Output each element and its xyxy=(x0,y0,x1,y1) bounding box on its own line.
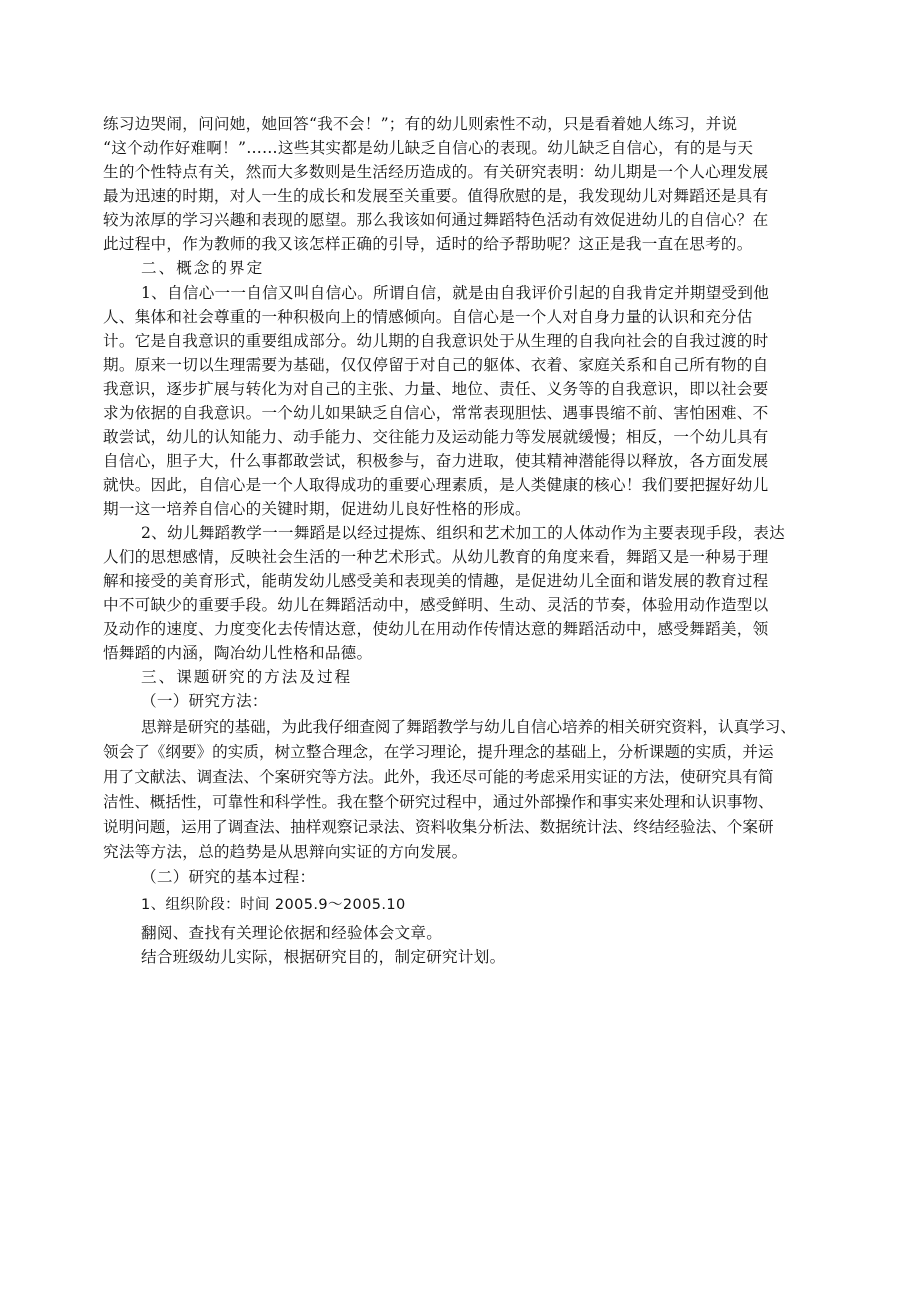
paragraph-line: 人们的思想感情，反映社会生活的一种艺术形式。从幼儿教育的角度来看，舞蹈又是一种易于理 xyxy=(103,548,769,566)
paragraph-line: 1、自信心一一自信又叫自信心。所谓自信，就是由自我评价引起的自我肯定并期望受到他 xyxy=(141,284,770,302)
paragraph-line: 2、幼儿舞蹈教学一一舞蹈是以经过提炼、组织和艺术加工的人体动作为主要表现手段，表达 xyxy=(141,524,785,542)
section-heading: 二、概念的界定 xyxy=(141,259,265,277)
paragraph-line: 期一这一培养自信心的关键时期，促进幼儿良好性格的形成。 xyxy=(103,500,531,518)
paragraph-line: 我意识，逐步扩展与转化为对自己的主张、力量、地位、责任、义务等的自我意识，即以社会要 xyxy=(103,380,769,398)
paragraph-line: 人、集体和社会尊重的一种积极向上的情感倾向。自信心是一个人对自身力量的认识和充分估 xyxy=(103,308,753,326)
paragraph-line: 此过程中，作为教师的我又该怎样正确的引导，适时的给予帮助呢？这正是我一直在思考的。 xyxy=(103,235,753,253)
subsection-heading: （一）研究方法： xyxy=(141,692,268,710)
paragraph-line: 究法等方法，总的趋势是从思辩向实证的方向发展。 xyxy=(103,843,468,861)
paragraph-line: 说明问题，运用了调查法、抽样观察记录法、资料收集分析法、数据统计法、终结经验法、个案研 xyxy=(103,818,774,836)
paragraph-line: 就快。因此，自信心是一个人取得成功的重要心理素质，是人类健康的核心！我们要把握好幼儿 xyxy=(103,476,769,494)
paragraph-line: 生的个性特点有关，然而大多数则是生活经历造成的。有关研究表明：幼儿期是一个人心理发展 xyxy=(103,163,769,181)
paragraph-line: 最为迅速的时期，对人一生的成长和发展至关重要。值得欣慰的是，我发现幼儿对舞蹈还是具有 xyxy=(103,187,769,205)
paragraph-line: 敢尝试，幼儿的认知能力、动手能力、交往能力及运动能力等发展就缓慢；相反，一个幼儿具有 xyxy=(103,428,769,446)
paragraph-line: 中不可缺少的重要手段。幼儿在舞蹈活动中，感受鲜明、生动、灵活的节奏，体验用动作造型以 xyxy=(103,596,769,614)
paragraph-line: “这个动作好难啊！”……这些其实都是幼儿缺乏自信心的表现。幼儿缺乏自信心，有的是与天 xyxy=(103,139,754,157)
subsection-heading: （二）研究的基本过程： xyxy=(141,868,316,886)
paragraph-line: 及动作的速度、力度变化去传情达意，使幼儿在用动作传情达意的舞蹈活动中，感受舞蹈美，领 xyxy=(103,620,769,638)
paragraph-line: 思辩是研究的基础，为此我仔细查阅了舞蹈教学与幼儿自信心培养的相关研究资料，认真学习、 xyxy=(141,718,796,736)
paragraph-line: 期。原来一切以生理需要为基础，仅仅停留于对自己的躯体、衣着、家庭关系和自己所有物的自 xyxy=(103,356,769,374)
paragraph-line: 洁性、概括性，可靠性和科学性。我在整个研究过程中，通过外部操作和事实来处理和认识事物、 xyxy=(103,793,774,811)
paragraph-line: 翻阅、查找有关理论依据和经验体会文章。 xyxy=(141,924,443,942)
paragraph-line: 悟舞蹈的内涵，陶冶幼儿性格和品德。 xyxy=(103,644,373,662)
paragraph-line: 练习边哭闹，问问她，她回答“我不会！”；有的幼儿则索性不动，只是看着她人练习，并说 xyxy=(103,115,738,133)
paragraph-line: 结合班级幼儿实际，根据研究目的，制定研究计划。 xyxy=(141,948,506,966)
section-heading: 三、课题研究的方法及过程 xyxy=(141,668,353,686)
stage-heading: 1、组织阶段：时间 2005.9～2005.10 xyxy=(141,897,406,913)
paragraph-line: 解和接受的美育形式，能萌发幼儿感受美和表现美的情趣，是促进幼儿全面和谐发展的教育过程 xyxy=(103,572,769,590)
paragraph-line: 求为依据的自我意识。一个幼儿如果缺乏自信心，常常表现胆怯、遇事畏缩不前、害怕困难、不 xyxy=(103,404,769,422)
paragraph-line: 自信心，胆子大，什么事都敢尝试，积极参与，奋力进取，使其精神潜能得以释放，各方面发展 xyxy=(103,452,769,470)
paragraph-line: 计。它是自我意识的重要组成部分。幼儿期的自我意识处于从生理的自我向社会的自我过渡的时 xyxy=(103,332,769,350)
paragraph-line: 较为浓厚的学习兴趣和表现的愿望。那么我该如何通过舞蹈特色活动有效促进幼儿的自信心？在 xyxy=(103,211,769,229)
paragraph-line: 领会了《纲要》的实质，树立整合理念，在学习理论，提升理念的基础上，分析课题的实质，并运 xyxy=(103,743,774,761)
paragraph-line: 用了文献法、调查法、个案研究等方法。此外，我还尽可能的考虑采用实证的方法，使研究具有简 xyxy=(103,768,774,786)
